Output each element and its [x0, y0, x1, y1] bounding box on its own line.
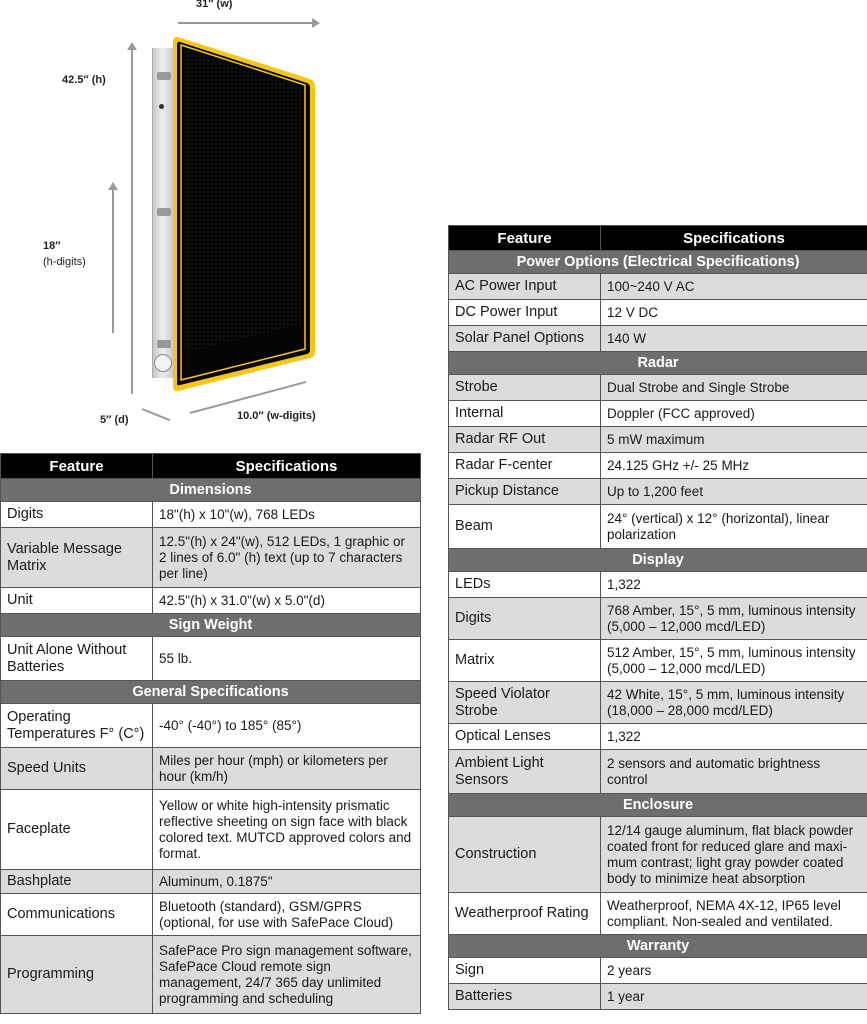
feature-cell: AC Power Input: [449, 274, 601, 300]
feature-cell: Unit: [1, 588, 153, 614]
feature-cell: Variable Message Matrix: [1, 528, 153, 588]
spec-cell: SafePace Pro sign management software, SafePace Cloud remote sign management, 24/7 365 day unlimited programming and scheduling: [153, 936, 421, 1014]
feature-cell: Communications: [1, 894, 153, 936]
feature-cell: Speed Units: [1, 748, 153, 790]
height-dimension-label: 42.5″ (h): [62, 74, 106, 86]
spec-cell: Aluminum, 0.1875": [153, 870, 421, 894]
feature-cell: Digits: [1, 502, 153, 528]
width-dimension-label: 31″ (w): [196, 0, 233, 10]
spec-table-left: [0, 453, 421, 1014]
width-arrow: [178, 22, 316, 24]
spec-cell: 1 year: [601, 984, 867, 1010]
feature-cell: Digits: [449, 598, 601, 640]
column-header-specifications: Specifications: [601, 226, 867, 251]
spec-cell: Bluetooth (standard), GSM/GPRS (optional, for use with SafePace Cloud): [153, 894, 421, 936]
spec-cell: Weatherproof, NEMA 4X-12, IP65 level compliant. Non-sealed and ventilated.: [601, 893, 867, 935]
feature-cell: Optical Lenses: [449, 724, 601, 750]
bracket-icon: [157, 208, 171, 216]
feature-cell: DC Power Input: [449, 300, 601, 326]
spec-table-right: [448, 225, 867, 1010]
digit-height-label: 18″: [43, 240, 61, 252]
spec-cell: 42.5"(h) x 31.0"(w) x 5.0"(d): [153, 588, 421, 614]
feature-cell: Construction: [449, 817, 601, 893]
section-header-enclosure: Enclosure: [449, 794, 867, 817]
spec-cell: 768 Amber, 15°, 5 mm, luminous intensity (5,000 – 12,000 mcd/LED): [601, 598, 867, 640]
section-header-warranty: Warranty: [449, 935, 867, 958]
feature-cell: Unit Alone Without Batteries: [1, 637, 153, 681]
feature-cell: Batteries: [449, 984, 601, 1010]
digit-height-sublabel: (h-digits): [43, 256, 86, 268]
digit-height-arrow: [112, 188, 114, 333]
feature-cell: Strobe: [449, 375, 601, 401]
spec-cell: 100~240 V AC: [601, 274, 867, 300]
sensor-icon: [159, 104, 164, 109]
spec-cell: 140 W: [601, 326, 867, 352]
feature-cell: Internal: [449, 401, 601, 427]
spec-cell: 2 years: [601, 958, 867, 984]
sign-face: [170, 34, 320, 396]
arrowhead-icon: [312, 18, 320, 28]
feature-cell: Speed Violator Strobe: [449, 682, 601, 724]
spec-cell: 12/14 gauge aluminum, flat black powder coated front for reduced glare and maxi-mum contrast; light gray powder coated body to minimize heat absorption: [601, 817, 867, 893]
spec-cell: 5 mW maximum: [601, 427, 867, 453]
feature-cell: Sign: [449, 958, 601, 984]
arrowhead-icon: [127, 42, 137, 50]
spec-cell: -40° (-40°) to 185° (85°): [153, 704, 421, 748]
spec-cell: Miles per hour (mph) or kilometers per hour (km/h): [153, 748, 421, 790]
section-header-power-options: Power Options (Electrical Specifications): [449, 251, 867, 274]
feature-cell: Solar Panel Options: [449, 326, 601, 352]
feature-cell: Weatherproof Rating: [449, 893, 601, 935]
section-header-dimensions: Dimensions: [1, 479, 421, 502]
product-diagram: [0, 0, 420, 440]
feature-cell: Matrix: [449, 640, 601, 682]
feature-cell: Radar F-center: [449, 453, 601, 479]
spec-cell: 18"(h) x 10"(w), 768 LEDs: [153, 502, 421, 528]
spec-cell: Dual Strobe and Single Strobe: [601, 375, 867, 401]
bracket-icon: [157, 340, 171, 348]
spec-cell: 1,322: [601, 572, 867, 598]
bracket-icon: [157, 72, 171, 80]
section-header-general-specifications: General Specifications: [1, 681, 421, 704]
spec-cell: 12 V DC: [601, 300, 867, 326]
section-header-sign-weight: Sign Weight: [1, 614, 421, 637]
column-header-specifications: Specifications: [153, 454, 421, 479]
spec-cell: Doppler (FCC approved): [601, 401, 867, 427]
spec-cell: 2 sensors and automatic brightness control: [601, 750, 867, 794]
arrowhead-icon: [108, 182, 118, 190]
section-header-radar: Radar: [449, 352, 867, 375]
feature-cell: Beam: [449, 505, 601, 549]
spec-cell: 24.125 GHz +/- 25 MHz: [601, 453, 867, 479]
feature-cell: Pickup Distance: [449, 479, 601, 505]
depth-label: 5″ (d): [100, 414, 129, 426]
spec-cell: Up to 1,200 feet: [601, 479, 867, 505]
height-arrow: [131, 48, 133, 394]
feature-cell: Ambient Light Sensors: [449, 750, 601, 794]
spec-cell: 1,322: [601, 724, 867, 750]
depth-arrow: [142, 408, 171, 421]
spec-cell: 12.5"(h) x 24"(w), 512 LEDs, 1 graphic or 2 lines of 6.0" (h) text (up to 7 characters per line): [153, 528, 421, 588]
spec-cell: 512 Amber, 15°, 5 mm, luminous intensity (5,000 – 12,000 mcd/LED): [601, 640, 867, 682]
feature-cell: Radar RF Out: [449, 427, 601, 453]
feature-cell: Bashplate: [1, 870, 153, 894]
section-header-display: Display: [449, 549, 867, 572]
spec-cell: 42 White, 15°, 5 mm, luminous intensity (18,000 – 28,000 mcd/LED): [601, 682, 867, 724]
feature-cell: Operating Temperatures F° (C°): [1, 704, 153, 748]
feature-cell: Faceplate: [1, 790, 153, 870]
spec-cell: Yellow or white high-intensity prismatic reflective sheeting on sign face with black colored text. MUTCD approved colors and format.: [153, 790, 421, 870]
column-header-feature: Feature: [1, 454, 153, 479]
feature-cell: Programming: [1, 936, 153, 1014]
feature-cell: LEDs: [449, 572, 601, 598]
spec-cell: 55 lb.: [153, 637, 421, 681]
column-header-feature: Feature: [449, 226, 601, 251]
digit-width-label: 10.0″ (w-digits): [237, 410, 316, 422]
spec-cell: 24° (vertical) x 12° (horizontal), linear polarization: [601, 505, 867, 549]
